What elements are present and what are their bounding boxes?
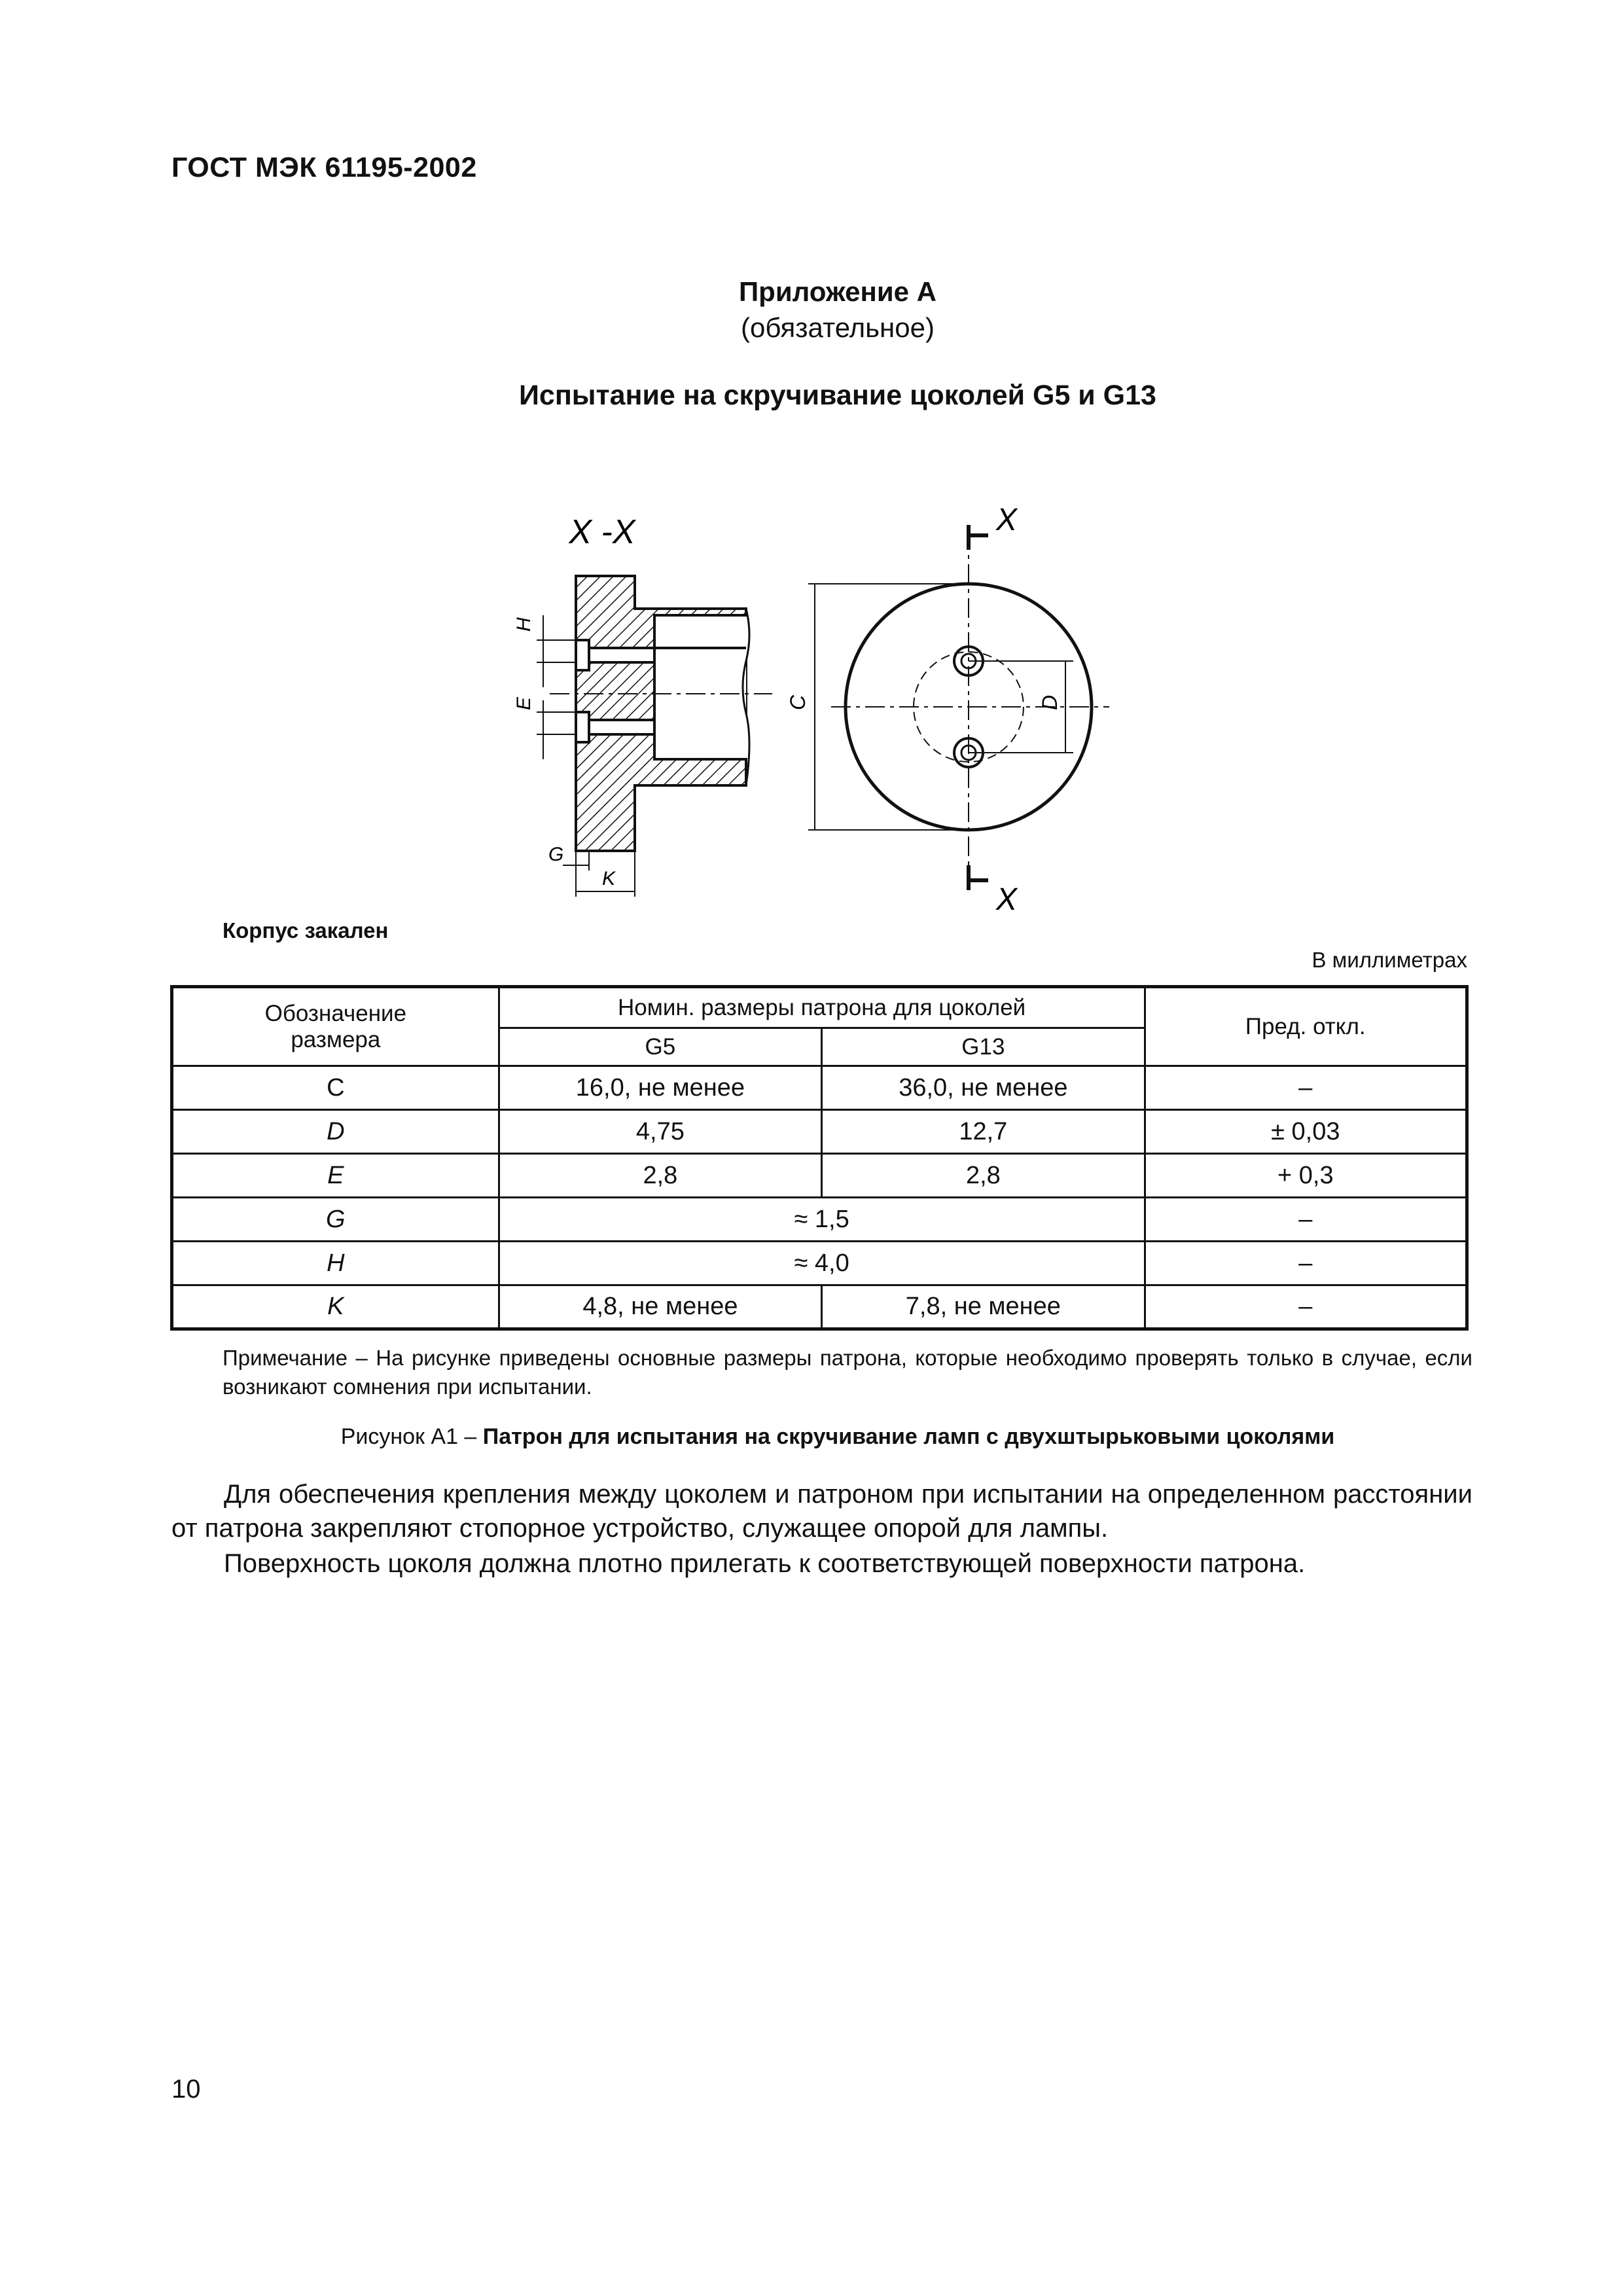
col-g5: G5 [499, 1028, 821, 1066]
row-name: K [172, 1285, 499, 1329]
section-label: X -X [569, 513, 635, 551]
table-row [172, 1198, 1467, 1242]
row-tol: – [1145, 1285, 1467, 1329]
table-row [172, 1110, 1467, 1154]
row-g5: 4,75 [499, 1110, 821, 1154]
appendix-subtitle: (обязательное) [741, 312, 935, 343]
row-g13: 36,0, не менее [822, 1066, 1145, 1110]
table-row [172, 1066, 1467, 1110]
row-name: H [172, 1242, 499, 1285]
paragraph-1: Для обеспечения крепления между цоколем и патроном при испытании на определенном расстоянии от патрона закрепляют стопорное устройство, служащее опорой для лампы. [171, 1480, 1472, 1543]
figure-caption [0, 1424, 1623, 1450]
page-number: 10 [171, 2075, 201, 2104]
table-row [172, 1285, 1467, 1329]
units-label: В миллиметрах [1311, 948, 1467, 972]
row-merged: ≈ 4,0 [499, 1242, 1145, 1285]
dim-label-k: K [602, 868, 616, 889]
row-name: G [172, 1198, 499, 1242]
col-nominal: Номин. размеры патрона для цоколей [499, 987, 1145, 1028]
row-g13: 12,7 [822, 1110, 1145, 1154]
document-code: ГОСТ МЭК 61195-2002 [171, 152, 477, 183]
col-tolerance: Пред. откл. [1145, 987, 1467, 1066]
row-g13: 2,8 [822, 1154, 1145, 1198]
technical-drawing [484, 484, 1139, 910]
row-name: C [172, 1066, 499, 1110]
row-name: E [172, 1154, 499, 1198]
row-name: D [172, 1110, 499, 1154]
col-designation: Обозначение размера [172, 987, 499, 1066]
section-view [576, 576, 749, 851]
cut-label-bottom: X [996, 882, 1018, 910]
table-row [172, 1242, 1467, 1285]
dimensions-table [170, 985, 1469, 1331]
row-g5: 4,8, не менее [499, 1285, 821, 1329]
row-tol: + 0,3 [1145, 1154, 1467, 1198]
section-title: Испытание на скручивание цоколей G5 и G13 [519, 380, 1156, 411]
caption-title: Патрон для испытания на скручивание ламп с двухштырьковыми цоколями [482, 1424, 1335, 1449]
row-tol: – [1145, 1198, 1467, 1242]
dim-label-e: E [513, 696, 535, 710]
row-tol: ± 0,03 [1145, 1110, 1467, 1154]
appendix-title: Приложение А [738, 276, 937, 307]
table-note: Примечание – На рисунке приведены основные размеры патрона, которые необходимо проверять только в случае, если возникают сомнения при испытании. [223, 1346, 1472, 1399]
dim-label-h: H [513, 617, 535, 632]
dim-label-d: D [1038, 694, 1061, 710]
row-tol: – [1145, 1242, 1467, 1285]
dim-label-c: C [786, 694, 810, 710]
table-row [172, 1154, 1467, 1198]
row-merged: ≈ 1,5 [499, 1198, 1145, 1242]
row-g5: 16,0, не менее [499, 1066, 821, 1110]
cut-label-top: X [996, 503, 1018, 537]
dim-label-g: G [548, 844, 564, 865]
row-g5: 2,8 [499, 1154, 821, 1198]
row-g13: 7,8, не менее [822, 1285, 1145, 1329]
row-tol: – [1145, 1066, 1467, 1110]
paragraph-2: Поверхность цоколя должна плотно прилегать к соответствующей поверхности патрона. [224, 1549, 1306, 1578]
body-note: Корпус закален [223, 918, 389, 942]
col-g13: G13 [822, 1028, 1145, 1066]
caption-prefix: Рисунок А1 – [340, 1424, 483, 1449]
